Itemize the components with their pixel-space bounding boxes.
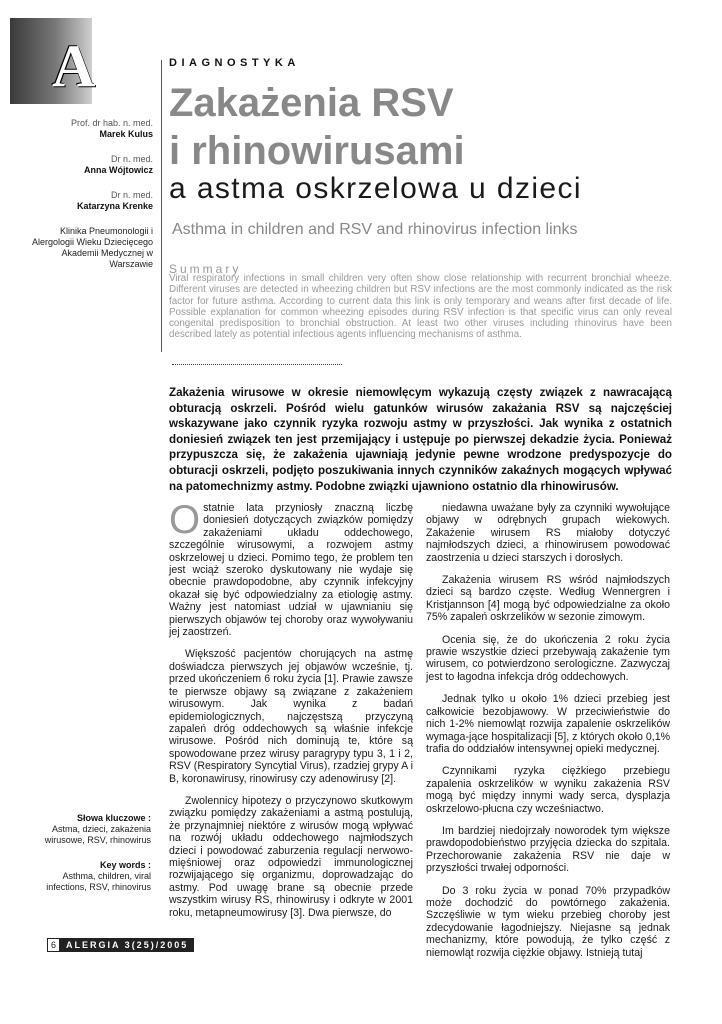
- paragraph: Jednak tylko u około 1% dzieci przebieg jest całkowicie bezobjawowy. W przeciwieństwie do nich 1-2% niemowląt rozwija zapalenie oskrzelików wymaga-jące hospitalizacji [5], z których około 0,1% trafia do oddziałów intensywnej opieki medycznej.: [426, 693, 670, 755]
- affiliation: Klinika Pneumonologii i Alergologii Wieku Dziecięcego Akademii Medycznej w Warszawie: [31, 226, 153, 269]
- paragraph: [169, 498, 413, 639]
- author: [30, 118, 153, 140]
- paragraph: Do 3 roku życia w ponad 70% przypadków może dochodzić do powtórnego zakażenia. Szczęśliwie w tym wieku przebieg choroby jest zdecydowanie łagodniejszy. Niejasne są jednak mechanizmy, które powodują, że tylko część z niemowląt rozwija ciężkie objawy. Istnieją tutaj: [426, 884, 670, 959]
- paragraph-text: statnie lata przyniosły znaczną liczbę doniesień dotyczących związków pomiędzy zakażeniami układu oddechowego, szczególnie wirusowymi, a rozwojem astmy oskrzelowej u dzieci. Pomimo tego, że problem ten jest wciąż szeroko dyskutowany nie wydaje się obecnie prawdopodobne, aby czynnik infekcyjny okazał się być odpowiedzialny za etiologię astmy. Ważny jest natomiast udział w ujawnianiu się pierwszych objawów tej choroby oraz wywoływaniu jej zaostrzeń.: [169, 502, 413, 639]
- paragraph: Im bardziej niedojrzały noworodek tym większe prawdopodobieństwo przyjęcia dziecka do szpitala. Przechorowanie zakażenia RSV nie daje w przyszłości trwałej odporności.: [426, 824, 670, 875]
- section-label: DIAGNOSTYKA: [169, 57, 300, 69]
- journal-name: ALERGIA 3(25)/2005: [60, 938, 194, 952]
- keywords-pl-label: Słowa kluczowe :: [76, 813, 151, 823]
- title-line-1: Zakażenia RSV: [169, 81, 454, 125]
- dotted-separator: [172, 364, 342, 365]
- title-line-2: i rhinowirusami: [169, 129, 465, 173]
- summary-text: Viral respiratory infections in small children very often show close relationship with recurrent bronchial wheeze. Different viruses are detected in wheezing children but RSV infections are the most commonly indicated as the risk factor for future asthma. According to current data this link is only temporary and weans after first decade of life. Possible explanation for common wheezing episodes during RSV infection is that specific virus can only reveal congenital predisposition to bronchial obstruction. At least two other viruses including rhinovirus have been described lately as potential infectious agents influencing mechanisms of asthma.: [169, 273, 672, 341]
- page-number: 6: [47, 938, 60, 952]
- keywords-pl: [42, 813, 151, 846]
- paragraph: Czynnikami ryzyka ciężkiego przebiegu zapalenia oskrzelików w wyniku zakażenia RSV mogą być między innymi wady serca, dysplazja oskrzelowo-płucna czy wcześniactwo.: [426, 765, 670, 815]
- paragraph: Ocenia się, że do ukończenia 2 roku życia prawie wszystkie dzieci przebywają zakażenie tym wirusem, co potwierdzono serologiczne. Zazwyczaj jest to łagodna infekcja dróg oddechowych.: [426, 633, 670, 683]
- keywords-pl-text: Astma, dzieci, zakażenia wirusowe, RSV, rhinowirus: [44, 824, 151, 845]
- author-name: Katarzyna Krenke: [76, 201, 153, 211]
- keywords-en-label: Key words :: [99, 860, 151, 870]
- english-title: Asthma in children and RSV and rhinovirus infection links: [172, 221, 578, 238]
- keywords-block: [42, 813, 151, 907]
- lead-paragraph: Zakażenia wirusowe w okresie niemowlęcym wykazują częsty związek z nawracającą obturacją oskrzeli. Pośród wielu gatunków wirusów zakażania RSV są najczęściej wskazywane jako czynnik ryzyka rozwoju astmy w przyszłości. Jak wynika z ostatnich doniesień związek ten jest przemijający i ustępuje po pierwszej dekadzie życia. Ponieważ przypuszcza się, że zakażenia ujawniają jedynie pewne wrodzone predyspozycje do obturacji oskrzeli, podjęto poszukiwania innych czynników zakaźnych mogących wpływać na patomechnizmy astmy. Podobne związki ujawniono ostatnio dla rhinowirusów.: [169, 386, 672, 493]
- author-degree: Prof. dr hab. n. med.: [70, 118, 153, 128]
- body-column-left: [169, 498, 413, 929]
- author-list: [30, 118, 153, 270]
- paragraph: Większość pacjentów chorujących na astmę doświadcza pierwszych jej objawów wcześnie, tj. przed ukończeniem 6 roku życia [1]. Prawie zawsze te pierwsze objawy są związane z zakażeniem wirusowym. Jak wynika z badań epidemiologicznych, najczęstszą przyczyną zapaleń dróg oddechowych są właśnie infekcje wirusowe. Pośród nich dominują te, które są spowodowane przez wirusy paragrypy typu 3, 1 i 2, RSV (Respiratory Syncytial Virus), rzadziej grypy A i B, koronawirusy, rinowirusy czy adenowirusy [2].: [169, 648, 413, 785]
- paragraph: niedawna uważane były za czynniki wywołujące objawy w odrębnych grupach wiekowych. Zakażenie wirusem RS miałoby dotyczyć najmłodszych dzieci, a rhinowirusem powodować zaostrzenia u dzieci starszych i dorosłych.: [426, 502, 670, 564]
- drop-cap: O: [169, 498, 201, 542]
- paragraph: Zwolennicy hipotezy o przyczynowo skutkowym związku pomiędzy zakażeniami a astmą postulują, że przynajmniej niektóre z wirusów mogą wpływać na rozwój układu oddechowego najmłodszych dzieci i powodować zaburzenia regulacji nerwowo-mięśniowej oraz odpowiedzi immunologicznej rozwijającego się organizmu, doprowadzając do astmy. Pod uwagę brane są obecnie przede wszystkim wirusy RS, rhinowirusy i odkryte w 2001 roku, metapneumowirusy [3]. Dwa pierwsze, do: [169, 794, 413, 919]
- keywords-en: [42, 860, 151, 893]
- author-degree: Dr n. med.: [110, 190, 153, 200]
- keywords-en-text: Asthma, children, viral infections, RSV, rhinovirus: [46, 871, 151, 892]
- author-degree: Dr n. med.: [110, 154, 153, 164]
- author: [30, 190, 153, 212]
- column-divider: [161, 60, 162, 352]
- logo-letter: A: [52, 33, 96, 99]
- paragraph: Zakażenia wirusem RS wśród najmłodszych dzieci są bardzo częste. Według Wennergren i Kristjannson [4] mogą być odpowiedzialne za około 75% zapaleń oskrzelików w sezonie zimowym.: [426, 574, 670, 624]
- body-column-right: [426, 502, 670, 969]
- author-name: Anna Wójtowicz: [84, 165, 153, 175]
- author-name: Marek Kulus: [99, 129, 153, 139]
- summary-heading: Summary: [169, 262, 242, 276]
- page-footer: [47, 938, 194, 952]
- title-line-3: a astma oskrzelowa u dzieci: [169, 172, 582, 205]
- author: [30, 154, 153, 176]
